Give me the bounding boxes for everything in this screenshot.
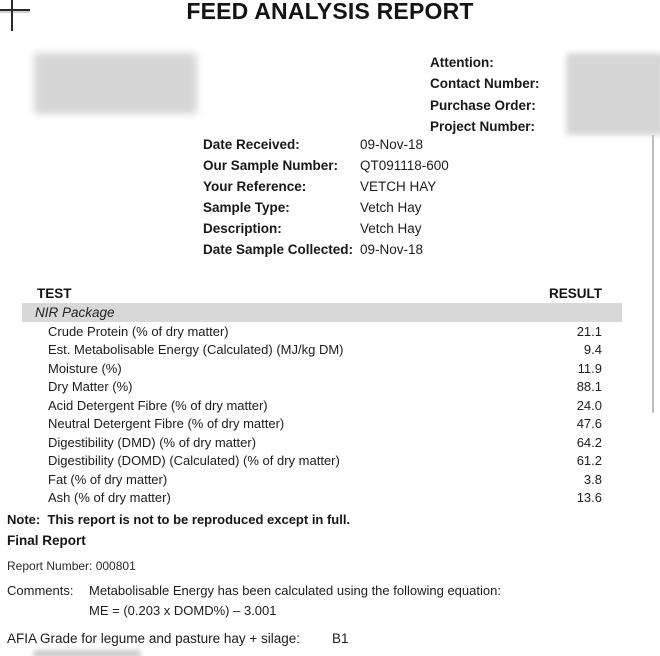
test-name: Fat (% of dry matter)	[48, 471, 168, 487]
results-table-body	[0, 323, 660, 507]
redacted-bottom-fragment	[33, 650, 141, 656]
recipient-label-block	[430, 52, 540, 137]
sample-info-row	[203, 197, 603, 218]
afia-grade-line	[7, 631, 349, 646]
page-title: FEED ANALYSIS REPORT	[186, 0, 474, 24]
test-column-header: TEST	[37, 286, 72, 301]
sample-number-label: Our Sample Number:	[203, 158, 339, 173]
date-collected-value: 09-Nov-18	[360, 242, 424, 257]
nir-package-group-header: NIR Package	[22, 303, 622, 322]
afia-grade-value: B1	[332, 631, 349, 646]
test-result: 64.2	[576, 434, 602, 450]
sample-type-label: Sample Type:	[203, 200, 290, 215]
test-result: 24.0	[576, 397, 602, 413]
table-row	[0, 360, 660, 378]
test-result: 61.2	[576, 453, 602, 469]
your-reference-value: VETCH HAY	[360, 179, 437, 194]
test-name: Ash (% of dry matter)	[48, 489, 171, 505]
results-table-header	[0, 284, 660, 303]
date-collected-label: Date Sample Collected:	[203, 242, 354, 257]
table-row	[0, 415, 660, 433]
test-name: Moisture (%)	[48, 360, 122, 376]
me-equation: ME = (0.203 x DOMD%) – 3.001	[89, 603, 277, 618]
sample-info-row	[203, 134, 603, 155]
test-result: 47.6	[576, 416, 602, 432]
redacted-recipient-details	[566, 53, 660, 135]
test-name: Digestibility (DOMD) (Calculated) (% of dry matter)	[48, 453, 340, 469]
comments-block	[7, 583, 501, 598]
sample-info-row	[203, 239, 603, 260]
test-result: 9.4	[583, 342, 602, 358]
test-result: 3.8	[583, 471, 602, 487]
description-label: Description:	[203, 221, 282, 236]
redacted-sender-address	[34, 53, 197, 114]
project-number-label: Project Number:	[430, 118, 536, 134]
test-result: 11.9	[577, 360, 602, 376]
sample-type-value: Vetch Hay	[360, 200, 422, 215]
date-received-label: Date Received:	[203, 137, 300, 152]
result-column-header: RESULT	[549, 286, 602, 301]
table-row	[0, 341, 660, 359]
test-name: Digestibility (DMD) (% of dry matter)	[48, 434, 257, 450]
comments-text: Metabolisable Energy has been calculated using the following equation:	[89, 583, 501, 598]
results-table	[0, 284, 660, 507]
contact-number-label: Contact Number:	[430, 76, 540, 92]
sample-info-row	[203, 155, 603, 176]
purchase-order-label: Purchase Order:	[430, 97, 536, 113]
test-result: 13.6	[576, 489, 602, 505]
table-row	[0, 323, 660, 341]
test-name: Acid Detergent Fibre (% of dry matter)	[48, 397, 268, 413]
table-row	[0, 378, 660, 396]
attention-label: Attention:	[430, 55, 494, 70]
sample-number-value: QT091118-600	[360, 158, 449, 173]
sample-info-row	[203, 176, 603, 197]
test-result: 88.1	[576, 379, 602, 395]
description-value: Vetch Hay	[360, 221, 422, 236]
afia-grade-label: AFIA Grade for legume and pasture hay + silage:	[7, 631, 301, 646]
table-row	[0, 489, 660, 507]
table-row	[0, 434, 660, 452]
reproduction-note: Note: This report is not to be reproduced except in full.	[7, 512, 351, 527]
your-reference-label: Your Reference:	[203, 179, 307, 194]
final-report-label: Final Report	[7, 533, 86, 548]
report-number: Report Number: 000801	[7, 559, 136, 573]
date-received-value: 09-Nov-18	[360, 137, 424, 152]
sample-info-row	[203, 218, 603, 239]
test-name: Dry Matter (%)	[48, 379, 133, 395]
test-result: 21.1	[576, 324, 602, 339]
comments-label: Comments:	[7, 583, 74, 598]
table-row	[0, 471, 660, 489]
table-row	[0, 452, 660, 470]
table-row	[0, 397, 660, 415]
page-edge-line	[652, 135, 654, 413]
sample-info-block	[203, 134, 603, 260]
test-name: Crude Protein (% of dry matter)	[48, 324, 229, 339]
test-name: Neutral Detergent Fibre (% of dry matter)	[48, 416, 285, 432]
test-name: Est. Metabolisable Energy (Calculated) (MJ/kg DM)	[48, 342, 344, 358]
